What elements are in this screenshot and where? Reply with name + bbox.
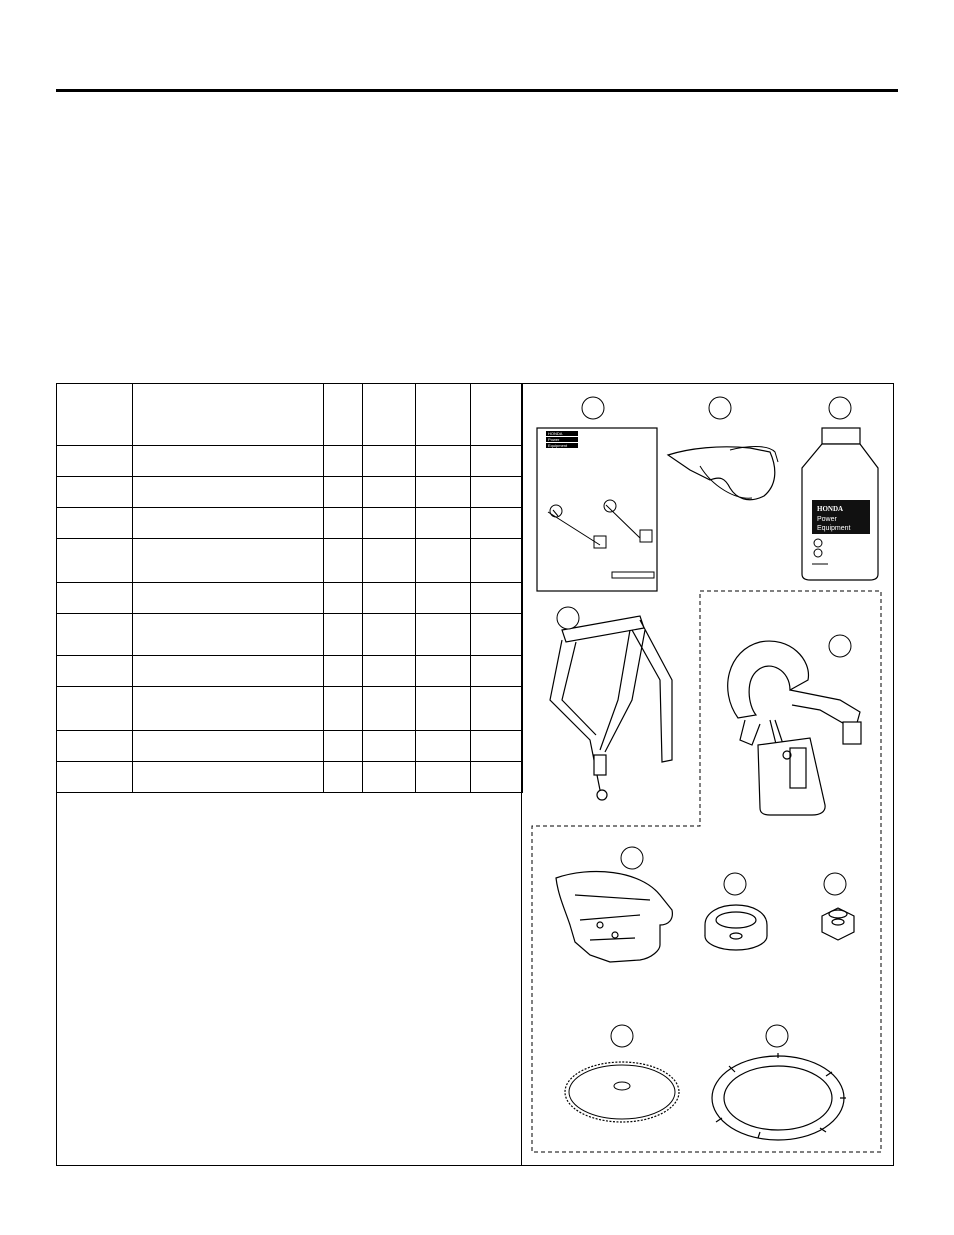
table-cell <box>56 477 132 508</box>
table-cell <box>470 687 522 731</box>
callout-marker <box>724 873 746 895</box>
header-cell <box>362 384 415 446</box>
table-cell <box>323 508 362 539</box>
table-cell <box>415 583 470 614</box>
table-cell <box>415 539 470 583</box>
table-cell <box>56 508 132 539</box>
table-row <box>56 477 522 508</box>
table-cell <box>470 614 522 656</box>
table-row <box>56 614 522 656</box>
holder-icon <box>705 905 767 950</box>
oil-brand: HONDA <box>817 505 844 513</box>
guard-ring-icon <box>712 1053 846 1140</box>
table-cell <box>415 477 470 508</box>
callout-marker <box>582 397 604 419</box>
table-row <box>56 446 522 477</box>
oil-line1: Power <box>817 516 837 523</box>
header-cell <box>132 384 323 446</box>
table-cell <box>132 508 323 539</box>
table-cell <box>362 614 415 656</box>
table-cell <box>470 446 522 477</box>
table-cell <box>362 687 415 731</box>
table-cell <box>470 539 522 583</box>
nut-icon <box>822 908 854 940</box>
table-header-row <box>56 384 522 446</box>
callout-marker <box>557 607 579 629</box>
table-cell <box>323 539 362 583</box>
table-cell <box>56 687 132 731</box>
table-cell <box>415 656 470 687</box>
callout-marker <box>824 873 846 895</box>
table-cell <box>470 477 522 508</box>
table-cell <box>323 687 362 731</box>
table-cell <box>132 762 323 793</box>
parts-table <box>56 383 523 793</box>
callout-marker <box>611 1025 633 1047</box>
table-row <box>56 731 522 762</box>
table-cell <box>132 656 323 687</box>
table-cell <box>323 731 362 762</box>
callout-marker <box>829 397 851 419</box>
callout-marker <box>709 397 731 419</box>
header-cell <box>56 384 132 446</box>
table-cell <box>362 446 415 477</box>
manual-line2: Equipment <box>548 443 568 448</box>
table-cell <box>415 731 470 762</box>
table-cell <box>132 614 323 656</box>
header-cell <box>470 384 522 446</box>
table-cell <box>470 656 522 687</box>
table-cell <box>132 446 323 477</box>
table-cell <box>56 614 132 656</box>
table-cell <box>323 614 362 656</box>
manual-line1: Power <box>548 437 560 442</box>
table-cell <box>362 762 415 793</box>
accessories-illustration <box>522 384 893 1165</box>
table-cell <box>470 762 522 793</box>
table-cell <box>132 477 323 508</box>
table-cell <box>362 539 415 583</box>
table-cell <box>323 762 362 793</box>
table-cell <box>132 687 323 731</box>
table-cell <box>362 656 415 687</box>
table-row <box>56 508 522 539</box>
shoulder-strap-icon <box>550 616 672 800</box>
table-cell <box>362 583 415 614</box>
table-row <box>56 583 522 614</box>
callout-marker <box>766 1025 788 1047</box>
harness-icon <box>728 641 861 815</box>
table-cell <box>415 446 470 477</box>
table-cell <box>362 477 415 508</box>
table-cell <box>470 583 522 614</box>
table-cell <box>415 762 470 793</box>
table-cell <box>470 731 522 762</box>
table-cell <box>132 731 323 762</box>
table-cell <box>323 446 362 477</box>
table-cell <box>56 583 132 614</box>
header-cell <box>323 384 362 446</box>
callout-marker <box>621 847 643 869</box>
table-cell <box>56 446 132 477</box>
table-cell <box>132 539 323 583</box>
table-cell <box>470 508 522 539</box>
table-cell <box>323 477 362 508</box>
table-cell <box>323 583 362 614</box>
safety-glasses-icon <box>668 447 778 500</box>
table-cell <box>56 731 132 762</box>
top-rule <box>56 89 898 92</box>
table-cell <box>56 539 132 583</box>
oil-line2: Equipment <box>817 525 851 532</box>
table-cell <box>132 583 323 614</box>
table-cell <box>56 762 132 793</box>
table-cell <box>415 508 470 539</box>
table-row <box>56 762 522 793</box>
table-row <box>56 687 522 731</box>
header-cell <box>415 384 470 446</box>
table-cell <box>415 614 470 656</box>
table-cell <box>323 656 362 687</box>
table-cell <box>362 731 415 762</box>
manual-brand: HONDA <box>548 431 563 436</box>
callout-marker <box>829 635 851 657</box>
manual-icon <box>537 428 657 591</box>
table-row <box>56 656 522 687</box>
saw-blade-icon <box>565 1062 679 1122</box>
oil-bottle-icon <box>802 428 878 580</box>
table-row <box>56 539 522 583</box>
table-cell <box>362 508 415 539</box>
blade-guard-icon <box>556 871 672 962</box>
table-cell <box>415 687 470 731</box>
table-cell <box>56 656 132 687</box>
